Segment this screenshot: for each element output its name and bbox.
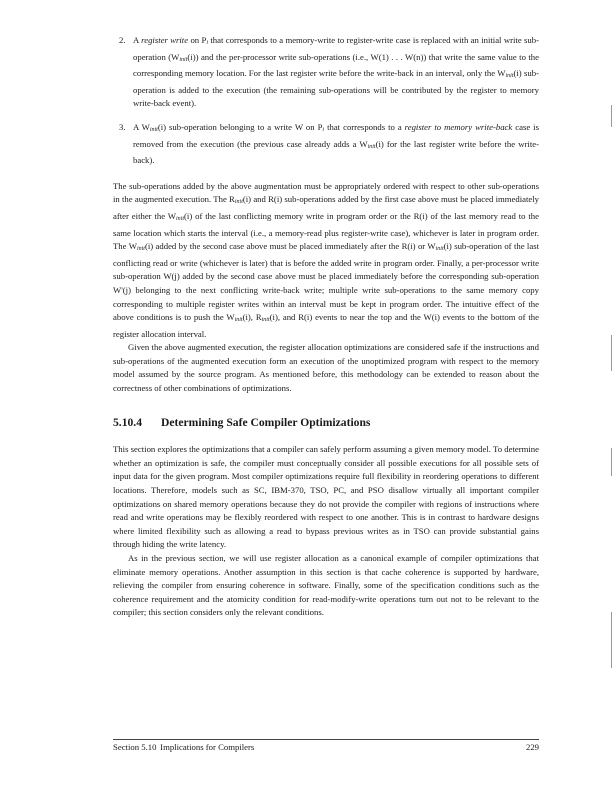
list-item-text: A $W_{init}(i)$ sub-operation belonging to a write W on $P_i$ that corresponds to a register to memory write-back case is removed from the execution (the previous case already adds a $W_{init}(i)$ for the last register write before the write-back). (133, 121, 539, 166)
footer-rule (113, 739, 539, 740)
paragraph-intro: This section explores the optimizations that a compiler can safely perform assuming a given memory model. To determine whether an optimization is safe, the compiler must conceptually consider all possible executions for all possible sets of input data for the given program. Most compiler optimizations require full flexibility in reordering operations to different locations. Therefore, models such as SC, IBM-370, TSO, PC, and PSO disallow virtually all important compiler optimizations on shared memory operations because they do not provide the compiler with regions of instructions where read and write operations may be flexibly reordered with respect to one another. This is in contrast to hardware designs where limited flexibility such as allowing a read to bypass previous writes as in TSO can provide substantial gains through hiding the write latency. (113, 444, 539, 550)
list-number: 2. (119, 35, 126, 45)
section-heading (113, 416, 539, 430)
list-item-2 (113, 34, 539, 111)
page-number: 229 (525, 742, 539, 752)
page-body (113, 34, 539, 620)
paragraph-ordering: The sub-operations added by the above augmentation must be appropriately ordered with respect to other sub-operations in the augmented execution. The $R_{init}(i)$ and R(i) sub-operations added by the first case above must be placed immediately after either the $W_{init}(i)$ of the last conflicting memory write in program order or the R(i) of the last memory read to the same location which starts the interval (i.e., a memory-read plus register-write case), whichever is later in program order. The $W_{init}(i)$ added by the second case above must be placed immediately after the R(i) or $W_{init}(i)$ sub-operation of the last conflicting read or write (whichever is later) that is before the added write in program order. Finally, a per-processor write sub-operation W(j) added by the second case above must be placed immediately before the corresponding sub-operation W'(j) belonging to the next conflicting write-back write; multiple write sub-operations to the same memory copy corresponding to multiple register writes within an interval must be kept in program order. The intuitive effect of the above conditions is to push the $W_{init}(i)$, $R_{init}(i)$, and R(i) events to near the top and the W(i) events to the bottom of the register allocation interval. (113, 180, 540, 339)
paragraph-register-allocation: As in the previous section, we will use register allocation as a canonical example of compiler optimizations that eliminate memory operations. Another assumption in this section is that cache coherence is supported by hardware, relieving the compiler from ensuring coherence in software. Finally, some of the specification conditions such as the coherence requirement and the atomicity condition for read-modify-write operations turn out not to be relevant to the compiler; this section considers only the relevant conditions. (113, 553, 539, 618)
paragraph-safety: Given the above augmented execution, the register allocation optimizations are considered safe if the instructions and sub-operations of the augmented execution form an execution of the unoptimized program with respect to the memory model assumed by the source program. As mentioned before, this methodology can be extended to reason about the correctness of other combinations of optimizations. (113, 342, 539, 394)
section-title: Determining Safe Compiler Optimizations (161, 415, 371, 429)
list-item-3 (113, 121, 539, 168)
section-number: 5.10.4 (113, 415, 142, 429)
page-footer (113, 742, 539, 752)
list-item-text: A register write on $P_i$ that corresponds to a memory-write to register-write case is replaced with an initial write sub-operation $(W_{init}(i))$ and the per-processor write sub-operations (i.e., W(1) . . . W(n)) that write the same value to the corresponding memory location. For the last register write before the write-back in an interval, only the $W_{init}(i)$ sub-operation is added to the execution (the remaining sub-operations will be contributed by the register to memory write-back event). (133, 35, 540, 109)
list-number: 3. (119, 121, 126, 132)
footer-section: Section 5.10 Implications for Compilers (113, 742, 255, 752)
